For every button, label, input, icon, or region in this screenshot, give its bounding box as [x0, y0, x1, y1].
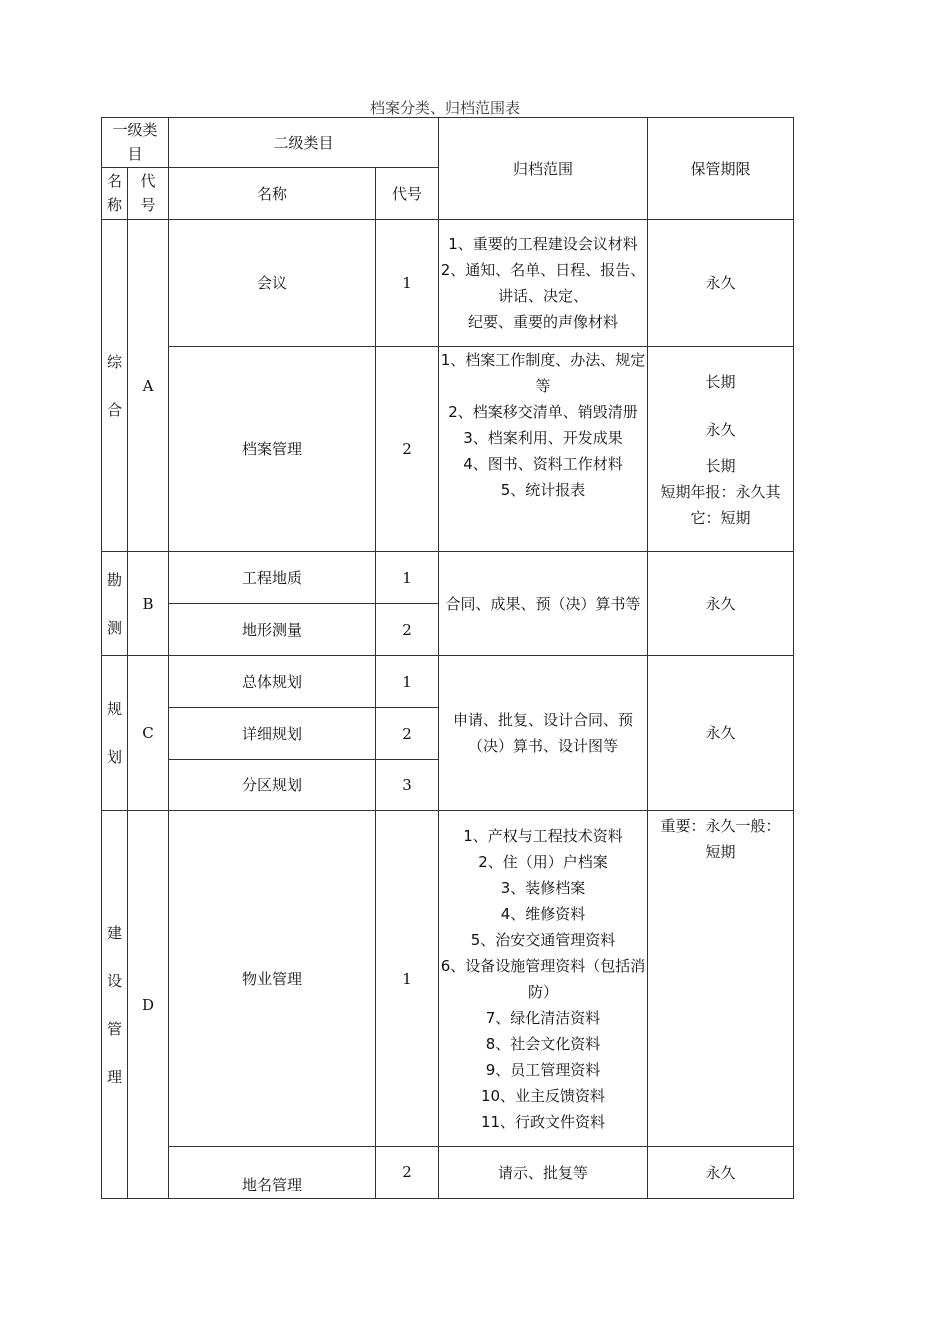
- item-code: 3: [376, 760, 439, 811]
- item-code: 1: [376, 811, 439, 1147]
- group-name: 规划: [102, 656, 128, 811]
- header-l1-code: 代号: [128, 168, 169, 220]
- table-row: [102, 347, 794, 552]
- item-name: 地名管理: [169, 1147, 376, 1199]
- header-period: 保管期限: [648, 118, 794, 220]
- item-name: 档案管理: [169, 347, 376, 552]
- group-code: A: [128, 220, 169, 552]
- group-period: 永久: [648, 552, 794, 656]
- page-title: 档案分类、归档范围表: [369, 99, 520, 117]
- group-code: D: [128, 811, 169, 1199]
- item-period: 长期 永久 长期 短期年报：永久其它：短期: [648, 347, 794, 552]
- header-l2-name: 名称: [169, 168, 376, 220]
- item-period: 重要：永久一般：短期: [648, 811, 794, 1147]
- table-row: [102, 552, 794, 604]
- item-name: 总体规划: [169, 656, 376, 708]
- item-code: 2: [376, 347, 439, 552]
- item-name: 会议: [169, 220, 376, 347]
- item-name: 分区规划: [169, 760, 376, 811]
- item-code: 2: [376, 708, 439, 760]
- group-code: B: [128, 552, 169, 656]
- header-l2-code: 代号: [376, 168, 439, 220]
- group-period: 永久: [648, 656, 794, 811]
- group-name: 建设管理: [102, 811, 128, 1199]
- item-period: 永久: [648, 1147, 794, 1199]
- table-row: [102, 811, 794, 1147]
- item-name: 物业管理: [169, 811, 376, 1147]
- item-code: 2: [376, 1147, 439, 1199]
- table-row: [102, 1147, 794, 1199]
- item-name: 地形测量: [169, 604, 376, 656]
- item-code: 2: [376, 604, 439, 656]
- item-code: 1: [376, 656, 439, 708]
- archive-table: [101, 117, 794, 1199]
- item-scope: 请示、批复等: [439, 1147, 648, 1199]
- item-scope: 1、产权与工程技术资料 2、住（用）户档案 3、装修档案 4、维修资料 5、治安交通管理资料 6、设备设施管理资料（包括消防） 7、绿化清洁资料 8、社会文化资料 9、员工管理资料 10、业主反馈资料 11、行政文件资料: [439, 811, 648, 1147]
- item-scope: 1、重要的工程建设会议材料 2、通知、名单、日程、报告、讲话、决定、 纪要、重要的声像材料: [439, 220, 648, 347]
- group-name: 综合: [102, 220, 128, 552]
- item-code: 1: [376, 220, 439, 347]
- header-level2: 二级类目: [169, 118, 439, 168]
- header-level1: 一级类目: [102, 118, 169, 168]
- item-name: 详细规划: [169, 708, 376, 760]
- group-scope: 合同、成果、预（决）算书等: [439, 552, 648, 656]
- header-l1-name: 名称: [102, 168, 128, 220]
- item-code: 1: [376, 552, 439, 604]
- item-period: 永久: [648, 220, 794, 347]
- table-row: [102, 220, 794, 347]
- group-scope: 申请、批复、设计合同、预（决）算书、设计图等: [439, 656, 648, 811]
- item-scope: 1、档案工作制度、办法、规定等 2、档案移交清单、销毁清册 3、档案利用、开发成果 4、图书、资料工作材料 5、统计报表: [439, 347, 648, 552]
- group-name: 勘测: [102, 552, 128, 656]
- group-code: C: [128, 656, 169, 811]
- header-scope: 归档范围: [439, 118, 648, 220]
- table-row: [102, 656, 794, 708]
- item-name: 工程地质: [169, 552, 376, 604]
